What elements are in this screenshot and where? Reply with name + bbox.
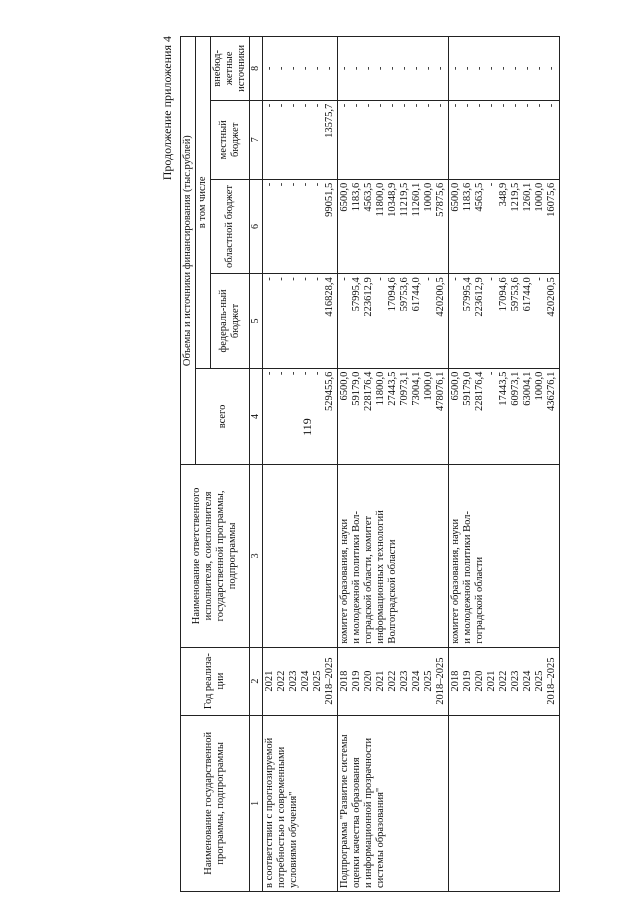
cell-line: 73004,1 <box>411 371 422 406</box>
local-cell <box>338 100 449 179</box>
cell-line: 2018 <box>339 670 350 692</box>
cell-line: 17094,6 <box>498 277 509 312</box>
cell-line: - <box>486 182 497 187</box>
extra-cell <box>338 37 449 101</box>
cell-line: - <box>450 277 461 281</box>
cell-line: - <box>363 103 374 108</box>
federal-cell <box>263 274 338 368</box>
cell-line: - <box>387 66 398 71</box>
cell-line: 27443,5 <box>387 371 398 406</box>
cell-line: - <box>276 277 287 281</box>
cell-line: 57995,4 <box>462 277 473 312</box>
cell-line: комитет образования, науки <box>339 518 350 644</box>
col-number: 6 <box>250 179 263 273</box>
cell-line: потребностью и современными <box>276 746 287 888</box>
cell-line: - <box>312 66 323 71</box>
cell-line: 11219,5 <box>399 182 410 217</box>
header-including: в том числе <box>196 37 211 369</box>
cell-line: 1260,1 <box>522 182 533 212</box>
cell-line: - <box>423 66 434 71</box>
cell-line: - <box>411 103 422 108</box>
cell-line: - <box>339 103 350 108</box>
rotated-page <box>160 30 610 892</box>
cell-line: 478076,1 <box>435 371 446 412</box>
header-extra: внебюд-жетные источники <box>211 37 250 101</box>
regional-cell <box>338 179 449 273</box>
cell-line: - <box>423 277 434 281</box>
federal-cell <box>338 274 449 368</box>
executor-cell <box>263 465 338 647</box>
cell-line: 2024 <box>522 670 533 692</box>
col-number: 8 <box>250 37 263 101</box>
local-cell <box>263 100 338 179</box>
cell-line: 2020 <box>363 670 374 692</box>
cell-line: в соответствии с прогнозируемой <box>264 737 275 888</box>
cell-line: 223612,9 <box>474 277 485 317</box>
cell-line: - <box>264 182 275 187</box>
cell-line: - <box>300 66 311 71</box>
cell-line: - <box>546 66 557 71</box>
table-row <box>338 37 449 892</box>
cell-line: - <box>300 277 311 281</box>
cell-line: 6500,0 <box>339 371 350 401</box>
cell-line: 1000,0 <box>423 182 434 212</box>
cell-line: Волгоградской области <box>387 539 398 644</box>
cell-line: - <box>288 66 299 71</box>
cell-line: и информационной прозрачности <box>363 737 374 888</box>
cell-line: 6500,0 <box>450 371 461 401</box>
cell-line: 13575,7 <box>324 103 335 138</box>
cell-line: - <box>288 277 299 281</box>
table-row <box>449 37 560 892</box>
header-year: Год реализа-ции <box>181 647 250 715</box>
cell-line: гоградской области <box>474 556 485 644</box>
cell-line: - <box>522 66 533 71</box>
cell-line: - <box>351 103 362 108</box>
header-local: местный бюджет <box>211 100 250 179</box>
cell-line: 11260,1 <box>411 182 422 217</box>
cell-line: 10348,9 <box>387 182 398 217</box>
cell-line: 60973,1 <box>510 371 521 406</box>
cell-line: 2020 <box>474 670 485 692</box>
cell-line: 1183,6 <box>351 182 362 212</box>
cell-line: комитет образования, науки <box>450 518 461 644</box>
cell-line: - <box>534 277 545 281</box>
cell-line: - <box>324 66 335 71</box>
cell-line: - <box>312 103 323 108</box>
cell-line: - <box>276 182 287 187</box>
cell-line: - <box>486 277 497 281</box>
cell-line: 1219,5 <box>510 182 521 212</box>
year-cell <box>263 647 338 715</box>
cell-line: 2024 <box>411 670 422 692</box>
total-cell <box>449 368 560 465</box>
cell-line: - <box>486 66 497 71</box>
cell-line: - <box>510 103 521 108</box>
cell-line: условиями обучения" <box>288 791 299 888</box>
cell-line: системы образования" <box>375 787 386 888</box>
year-cell <box>338 647 449 715</box>
cell-line: - <box>450 103 461 108</box>
cell-line: - <box>312 371 323 376</box>
cell-line: 1183,6 <box>462 182 473 212</box>
cell-line: 228176,4 <box>474 371 485 412</box>
cell-line: и молодежной политики Вол- <box>351 511 362 644</box>
cell-line: 2021 <box>264 670 275 692</box>
cell-line: - <box>300 371 311 376</box>
cell-line: 2023 <box>399 670 410 692</box>
cell-line: 2018 <box>450 670 461 692</box>
table-area <box>160 30 610 892</box>
total-cell <box>338 368 449 465</box>
cell-line: 2021 <box>375 670 386 692</box>
cell-line: - <box>450 66 461 71</box>
cell-line: 2022 <box>498 670 509 692</box>
cell-line: 57995,4 <box>351 277 362 312</box>
header-finance: Объемы и источники финансирования (тыс.рублей) <box>181 37 196 465</box>
cell-line: 436276,1 <box>546 371 557 412</box>
cell-line: 2021 <box>486 670 497 692</box>
regional-cell <box>449 179 560 273</box>
cell-line: - <box>264 371 275 376</box>
header-total: всего <box>196 368 250 465</box>
cell-line: 1000,0 <box>534 371 545 401</box>
cell-line: - <box>498 103 509 108</box>
cell-line: - <box>312 182 323 187</box>
cell-line: 2024 <box>300 670 311 692</box>
cell-line: - <box>276 371 287 376</box>
cell-line: - <box>300 182 311 187</box>
program-name-cell <box>449 715 560 891</box>
cell-line: 223612,9 <box>363 277 374 317</box>
cell-line: 17094,6 <box>387 277 398 312</box>
col-number: 5 <box>250 274 263 368</box>
cell-line: - <box>288 371 299 376</box>
cell-line: 4563,5 <box>474 182 485 212</box>
extra-cell <box>449 37 560 101</box>
cell-line: - <box>474 66 485 71</box>
col-number: 4 <box>250 368 263 465</box>
cell-line: - <box>435 66 446 71</box>
cell-line: оценки качества образования <box>351 757 362 888</box>
finance-table <box>180 36 560 892</box>
header-executor: Наименование ответственного исполнителя, соисполнителя государственной программы, подпрограммы <box>181 465 250 647</box>
cell-line: 228176,4 <box>363 371 374 412</box>
cell-line: - <box>462 66 473 71</box>
cell-line: 16075,6 <box>546 182 557 217</box>
cell-line: 420200,5 <box>546 277 557 317</box>
cell-line: 2022 <box>276 670 287 692</box>
cell-line: - <box>399 103 410 108</box>
cell-line: - <box>300 103 311 108</box>
cell-line: Подпрограмма "Развитие системы <box>339 734 350 888</box>
extra-cell <box>263 37 338 101</box>
cell-line: 59179,0 <box>351 371 362 406</box>
cell-line: 6500,0 <box>450 182 461 212</box>
cell-line: - <box>264 277 275 281</box>
cell-line: - <box>276 103 287 108</box>
cell-line: 11800,0 <box>375 371 386 406</box>
cell-line: 2018–2025 <box>546 657 557 705</box>
executor-cell <box>338 465 449 647</box>
cell-line: 11800,0 <box>375 182 386 217</box>
cell-line: 2018–2025 <box>324 657 335 705</box>
cell-line: - <box>423 103 434 108</box>
cell-line: - <box>435 103 446 108</box>
cell-line: и молодежной политики Вол- <box>462 511 473 644</box>
program-name-cell <box>263 715 338 891</box>
cell-line: 2019 <box>351 670 362 692</box>
cell-line: 4563,5 <box>363 182 374 212</box>
cell-line: 2019 <box>462 670 473 692</box>
cell-line: 1000,0 <box>534 182 545 212</box>
cell-line: - <box>312 277 323 281</box>
regional-cell <box>263 179 338 273</box>
cell-line: - <box>351 66 362 71</box>
cell-line: - <box>339 66 350 71</box>
cell-line: 61744,0 <box>411 277 422 312</box>
cell-line: - <box>486 103 497 108</box>
cell-line: - <box>399 66 410 71</box>
table-row <box>263 37 338 892</box>
cell-line: 59753,6 <box>399 277 410 312</box>
cell-line: - <box>510 66 521 71</box>
cell-line: - <box>276 66 287 71</box>
year-cell <box>449 647 560 715</box>
total-cell <box>263 368 338 465</box>
cell-line: - <box>288 182 299 187</box>
cell-line: 2025 <box>312 670 323 692</box>
cell-line: - <box>462 103 473 108</box>
page-number: 119 <box>300 418 314 436</box>
cell-line: 2023 <box>510 670 521 692</box>
cell-line: - <box>375 277 386 281</box>
cell-line: 57875,6 <box>435 182 446 217</box>
cell-line: 2025 <box>423 670 434 692</box>
header-federal: федераль-ный бюджет <box>211 274 250 368</box>
cell-line: 529455,6 <box>324 371 335 412</box>
cell-line: 420200,5 <box>435 277 446 317</box>
col-number: 7 <box>250 100 263 179</box>
cell-line: - <box>339 277 350 281</box>
cell-line: 2023 <box>288 670 299 692</box>
cell-line: - <box>363 66 374 71</box>
cell-line: - <box>288 103 299 108</box>
federal-cell <box>449 274 560 368</box>
cell-line: - <box>264 66 275 71</box>
cell-line: - <box>375 66 386 71</box>
cell-line: - <box>411 66 422 71</box>
executor-cell <box>449 465 560 647</box>
cell-line: 17443,5 <box>498 371 509 406</box>
cell-line: информационных технологий <box>375 510 386 644</box>
cell-line: 59179,0 <box>462 371 473 406</box>
cell-line: 2022 <box>387 670 398 692</box>
col-number: 1 <box>250 715 263 891</box>
cell-line: - <box>522 103 533 108</box>
cell-line: - <box>534 66 545 71</box>
cell-line: - <box>387 103 398 108</box>
cell-line: 1000,0 <box>423 371 434 401</box>
cell-line: - <box>375 103 386 108</box>
cell-line: 61744,0 <box>522 277 533 312</box>
header-program: Наименование государственной программы, подпрограммы <box>181 715 250 891</box>
column-number-row <box>250 37 263 892</box>
cell-line: - <box>486 371 497 376</box>
cell-line: - <box>474 103 485 108</box>
cell-line: гоградской области, комитет <box>363 515 374 644</box>
appendix-label: Продолжение приложения 4 <box>160 36 174 181</box>
col-number: 3 <box>250 465 263 647</box>
cell-line: 99051,5 <box>324 182 335 217</box>
cell-line: - <box>264 103 275 108</box>
cell-line: - <box>498 66 509 71</box>
cell-line: - <box>534 103 545 108</box>
header-regional: областной бюджет <box>211 179 250 273</box>
cell-line: - <box>546 103 557 108</box>
cell-line: 416828,4 <box>324 277 335 317</box>
cell-line: 59753,6 <box>510 277 521 312</box>
cell-line: 348,9 <box>498 182 509 207</box>
cell-line: 63004,1 <box>522 371 533 406</box>
cell-line: 6500,0 <box>339 182 350 212</box>
col-number: 2 <box>250 647 263 715</box>
cell-line: 2018–2025 <box>435 657 446 705</box>
program-name-cell <box>338 715 449 891</box>
local-cell <box>449 100 560 179</box>
cell-line: 70973,1 <box>399 371 410 406</box>
cell-line: 2025 <box>534 670 545 692</box>
